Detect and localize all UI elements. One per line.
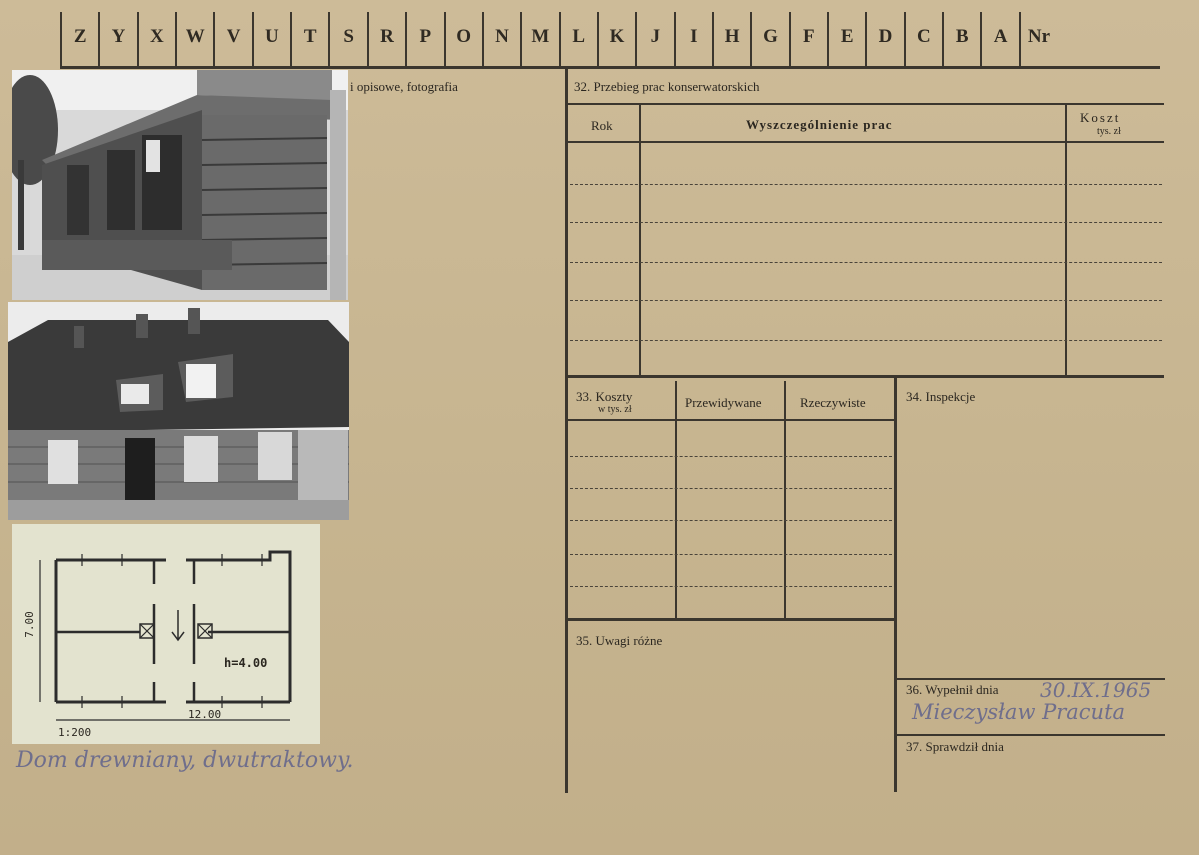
row-line (570, 300, 1162, 301)
index-letter: C (916, 26, 931, 47)
row-line (570, 184, 1162, 185)
handwritten-note: Dom drewniany, dwutraktowy. (16, 748, 354, 773)
plan-depth-dimension: 7.00 (22, 611, 36, 638)
index-letter: G (763, 26, 778, 47)
section-35-title: 35. Uwagi różne (576, 633, 663, 648)
index-letter: J (650, 26, 661, 47)
photo-corner-view (12, 70, 348, 300)
index-letter: H (724, 26, 740, 47)
row-line (570, 520, 892, 521)
column-header-actual: Rzeczywiste (800, 395, 866, 410)
index-strip-bottom-rule (60, 66, 1160, 69)
index-letter: K (609, 26, 625, 47)
floor-plan (12, 524, 320, 744)
index-letter: Y (111, 26, 126, 47)
section-32-col-sep-1 (639, 103, 641, 375)
index-letter: M (531, 26, 550, 47)
section-37-label: 37. Sprawdził dnia (906, 739, 1004, 754)
section-32-header-bottom (567, 141, 1164, 143)
section-37-top (897, 734, 1165, 736)
index-letter: L (572, 26, 586, 47)
section-33-col-sep-1 (675, 381, 677, 618)
column-header-details: Wyszczególnienie prac (746, 117, 893, 132)
index-letter: V (226, 26, 241, 47)
row-line (570, 340, 1162, 341)
section-33-col-sep-2 (784, 381, 786, 618)
index-letter: I (690, 26, 698, 47)
right-panel-left-border (565, 66, 568, 793)
index-letter: R (380, 26, 394, 47)
plan-scale: 1:200 (58, 726, 92, 739)
index-letter: D (878, 26, 893, 47)
index-letter: N (495, 26, 509, 47)
index-letter: A (993, 26, 1008, 47)
section-36-date: 30.IX.1965 (1040, 678, 1152, 702)
section-32-header-top (567, 103, 1164, 105)
index-strip-separator (1019, 12, 1021, 68)
column-header-cost-unit: tys. zł (1097, 126, 1121, 137)
section-33-unit: w tys. zł (598, 404, 632, 415)
section-33-header-bottom (567, 419, 895, 421)
row-line (570, 586, 892, 587)
row-line (570, 222, 1162, 223)
plan-width-dimension: 12.00 (188, 708, 222, 721)
column-header-planned: Przewidywane (685, 395, 762, 410)
row-line (570, 488, 892, 489)
index-letter: B (955, 26, 969, 47)
index-letter: Z (73, 26, 87, 47)
index-letter: O (456, 26, 472, 47)
section-34-title: 34. Inspekcje (906, 389, 976, 404)
index-letter: P (419, 26, 432, 47)
column-header-cost: Koszt (1080, 110, 1121, 125)
index-nr-label: Nr (1027, 26, 1051, 47)
index-letter: W (185, 26, 205, 47)
index-letter: S (343, 26, 354, 47)
index-letter: U (265, 26, 279, 47)
photo-front-view (8, 302, 349, 520)
section-32-bottom (567, 375, 1164, 378)
index-letter: T (303, 26, 317, 47)
plan-height-note: h=4.00 (224, 656, 268, 670)
column-header-year: Rok (591, 118, 613, 133)
section-36-label: 36. Wypełnił dnia (906, 682, 999, 697)
row-line (570, 456, 892, 457)
section-33-34-divider (894, 378, 897, 792)
section-36-signature: Mieczysław Pracuta (912, 700, 1126, 724)
index-letter: F (803, 26, 815, 47)
section-33-title: 33. Koszty (576, 389, 633, 404)
index-letter: E (840, 26, 854, 47)
left-column-header: i opisowe, fotografia (350, 79, 458, 94)
row-line (570, 262, 1162, 263)
row-line (570, 554, 892, 555)
index-letter: X (149, 26, 164, 47)
section-33-bottom (567, 618, 895, 621)
section-32-col-sep-2 (1065, 103, 1067, 375)
section-32-title: 32. Przebieg prac konserwatorskich (574, 79, 760, 94)
